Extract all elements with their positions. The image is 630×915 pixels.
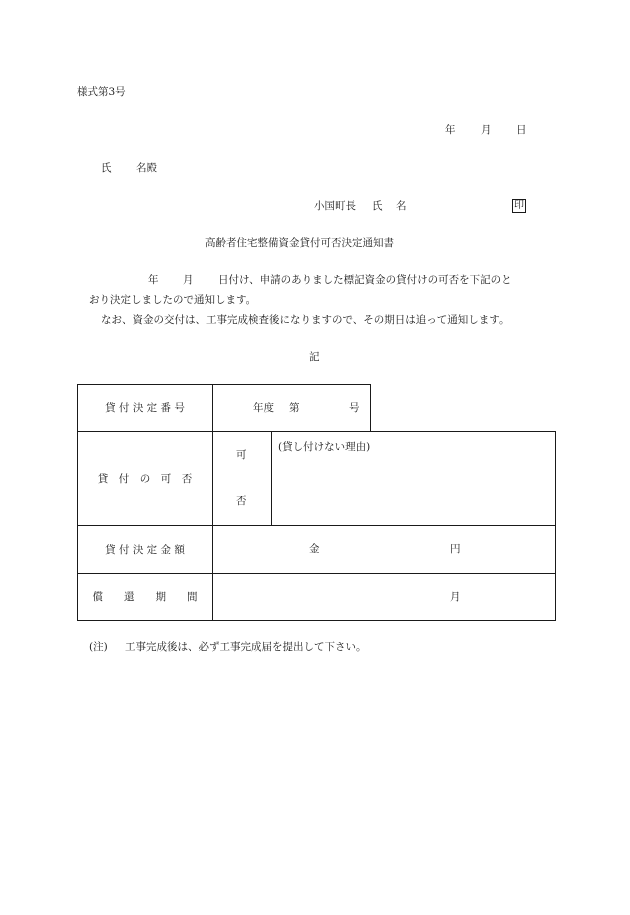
note-prefix: (注) [89,641,108,653]
hi-text: 否 [236,495,247,507]
ka-text: 可 [236,449,247,461]
row-approval [78,432,556,526]
row-decision-number [78,385,556,432]
body-line2: おり決定しましたので通知します。 [89,294,257,306]
cell-amount [213,526,556,574]
cell-ka-hi [213,432,272,526]
body-line1: 日付け、申請のありました標記資金の貸付けの可否を下記のと [218,274,512,286]
seal-text: 印 [514,200,524,211]
addressee-mei: 名殿 [136,162,157,174]
body-year: 年 [148,274,159,286]
issuer-shi: 氏 [372,200,383,212]
kin-text: 金 [309,543,320,555]
addressee-shi: 氏 [101,162,112,174]
loan-decision-table [77,384,556,621]
yen-text: 円 [450,543,461,555]
tsuki-text: 月 [450,591,461,603]
row-amount [78,526,556,574]
note-text: 工事完成後は、必ず工事完成届を提出して下さい。 [125,641,367,653]
date-day: 日 [516,124,527,136]
issuer-mei: 名 [396,200,407,212]
issuer-title: 小国町長 [314,200,356,212]
dai-text: 第 [289,402,300,414]
form-number: 様式第3号 [77,86,126,98]
go-text: 号 [349,402,360,414]
reason-label: (貸し付けない理由) [278,441,371,453]
nendo-text: 年度 [253,402,274,414]
cell-reason [272,432,556,526]
document-title: 高齢者住宅整備資金貸付可否決定通知書 [205,237,394,249]
row-repayment [78,574,556,621]
label-repayment: 償 還 期 間 [78,574,213,621]
body-line3: なお、資金の交付は、工事完成検査後になりますので、その期日は追って通知します。 [101,314,510,326]
body-month: 月 [183,274,194,286]
label-approval: 貸 付 の 可 否 [78,432,213,526]
label-amount: 貸 付 決 定 金 額 [78,526,213,574]
ki-heading: 記 [309,351,320,363]
date-year: 年 [445,124,456,136]
seal-mark [512,198,526,213]
cell-repayment [213,574,556,621]
date-month: 月 [481,124,492,136]
cell-decision-number [213,385,371,432]
blank-corner [371,385,556,432]
label-decision-number: 貸 付 決 定 番 号 [78,385,213,432]
